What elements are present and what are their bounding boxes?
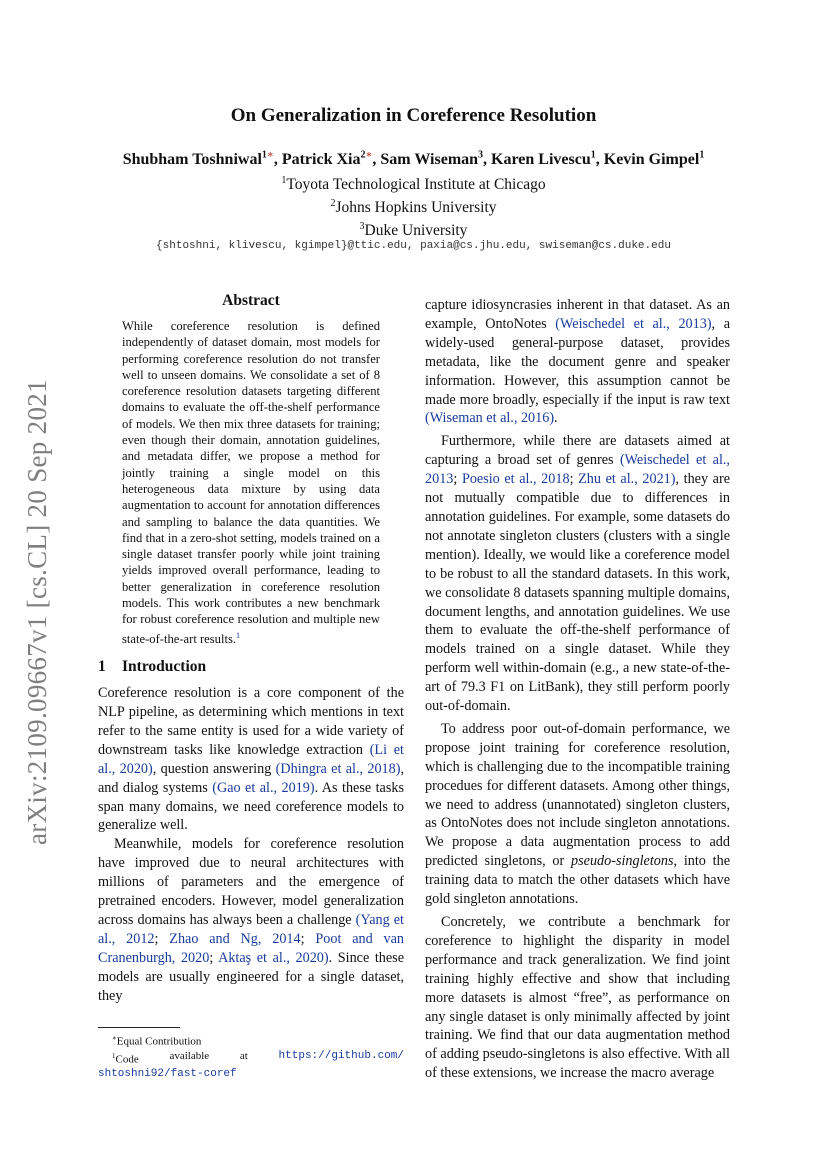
footnote-rule (98, 1027, 180, 1028)
paper-title: On Generalization in Coreference Resolution (230, 105, 597, 126)
author: Shubham Toshniwal$^{1∗}$, (122, 150, 282, 169)
author: Patrick Xia$^{2∗}$, (281, 150, 381, 169)
author-list (0, 150, 827, 169)
affiliation: $^2$Johns Hopkins University (330, 198, 497, 217)
author: Kevin Gimpel$^1$ (603, 150, 705, 169)
author: Sam Wiseman$^3$, (380, 150, 492, 169)
author: Karen Livescu$^1$, (491, 150, 604, 169)
abstract-text: While coreference resolution is defined independently of dataset domain, most models for performing coreference resolution do not transfer well to unseen domains. We consolidate a set of 8 coreference resolution datasets targeting different domains to evaluate the off-the-shelf performance of models. We then mix three datasets for training; even though their domain, annotation guidelines, and metadata differ, we propose a method for jointly training a single model on this heterogeneous data mixture by using data augmentation to account for annotation differences and sampling to balance the data quantities. We find that in a zero-shot setting, models trained on a single dataset transfer poorly while joint training yields improved overall performance, leading to better generalization in coreference resolution models. This work contributes a new benchmark for robust coreference resolution and multiple new state-of-the-art results.$^1$ (122, 319, 380, 646)
left-column (98, 292, 404, 1006)
paragraph: To address poor out-of-domain performance, we propose joint training for coreference resolution, which is challenging due to the incompatible training procedues for different datasets. Among other things, we need to address (unannotated) singleton clusters, as OntoNotes does not include singleton annotations. We propose a data augmentation process to add predicted singletons, or pseudo-singletons, into the training data to match the other datasets which have gold singleton annotations. (425, 720, 731, 908)
citation-link[interactable]: (Wiseman et al., 2016) (425, 410, 555, 427)
paragraph: Concretely, we contribute a benchmark for coreference to highlight the disparity in model performance and track generalization. We find joint training highly effective and show that including more datasets is almost “free”, as performance on any single dataset is only minimally affected by joint training. We find that our data augmentation method of adding pseudo-singletons is also effective. With all of these extensions, we increase the macro average (425, 914, 730, 1082)
citation-link[interactable]: Zhu et al., 2021) (578, 471, 676, 488)
citation-link[interactable]: (Weischedel et al., 2013) (555, 315, 712, 332)
affiliations (0, 171, 827, 240)
citation-link[interactable]: (Dhingra et al., 2018) (275, 760, 401, 777)
paragraph: Coreference resolution is a core component of the NLP pipeline, as determining which mentions in text refer to the same entity is used for a wide variety of downstream tasks like knowledge extraction (Li et al., 2020), question answering (Dhingra et al., 2018), and dialog systems (Gao et al., 2019). As these tasks span many domains, we need coreference models to generalize well. (98, 685, 405, 834)
affiliation: $^3$Duke University (359, 221, 468, 240)
citation-link[interactable]: (Yang et al., 2012 (98, 912, 404, 947)
citation-link[interactable]: Poesio et al., 2018 (461, 471, 570, 488)
paragraph: Meanwhile, models for coreference resolution have improved due to neural architectures with millions of parameters and the emergence of pretrained encoders. However, model generalization across domains has always been a challenge (Yang et al., 2012; Zhao and Ng, 2014; Poot and van Cranenburgh, 2020; Aktaş et al., 2020). Since these models are usually engineered for a single dataset, they (98, 836, 404, 1004)
paragraph: Furthermore, while there are datasets aimed at capturing a broad set of genres (Weischedel et al., 2013; Poesio et al., 2018; Zhu et al., 2021), they are not mutually compatible due to differences in annotation guidelines. For example, some datasets do not annotate singleton clusters (clusters with a single mention). Ideally, we would like a coreference model to be robust to all the standard datasets. In this work, we consolidate 8 datasets spanning multiple domains, document lengths, and annotation guidelines. We use them to evaluate the off-the-shelf performance of models trained on a single dataset. While they perform well within-domain (e.g., a new state-of-the-art of 79.3 F1 on LitBank), they still perform poorly out-of-domain. (425, 433, 730, 715)
footnote-link[interactable]: 1 (236, 630, 240, 640)
citation-link[interactable]: Aktaş et al., 2020) (218, 949, 329, 966)
citation-link[interactable]: (Li et al., 2020) (98, 741, 405, 777)
abstract-heading: Abstract (222, 292, 280, 309)
arxiv-stamp: arXiv:2109.09667v1 [cs.CL] 20 Sep 2021 (22, 379, 52, 845)
footnote-equal-contribution: ∗Equal Contribution (112, 1034, 202, 1048)
citation-link[interactable]: (Weischedel et al., 2013 (425, 452, 730, 488)
code-url-link[interactable]: https://github.com/ (278, 1049, 404, 1062)
footnotes (98, 1027, 404, 1081)
footnote-code: $^1$Code available at https://github.com/ (112, 1049, 404, 1066)
paragraph: capture idiosyncrasies inherent in that dataset. As an example, OntoNotes (Weischedel et al., 2013), a widely-used general-purpose dataset, provides metadata, like the document genre and speaker information. However, this assumption cannot be made more broadly, especially if the input is raw text (Wiseman et al., 2016). (425, 297, 730, 427)
citation-link[interactable]: Zhao and Ng, 2014 (169, 930, 301, 947)
footnote-code-url-cont (98, 1066, 404, 1081)
citation-link[interactable]: Poot and van Cranenburgh, 2020 (98, 930, 404, 966)
author-emails: {shtoshni, klivescu, kgimpel}@ttic.edu, paxia@cs.jhu.edu, swiseman@cs.duke.edu (156, 240, 671, 252)
code-url-link[interactable]: shtoshni92/fast-coref (98, 1068, 237, 1081)
affiliation: $^1$Toyota Technological Institute at Chicago (281, 175, 546, 194)
citation-link[interactable]: (Gao et al., 2019) (212, 779, 315, 796)
right-column (425, 296, 730, 1083)
section-heading-introduction: 1 Introduction (98, 658, 207, 676)
